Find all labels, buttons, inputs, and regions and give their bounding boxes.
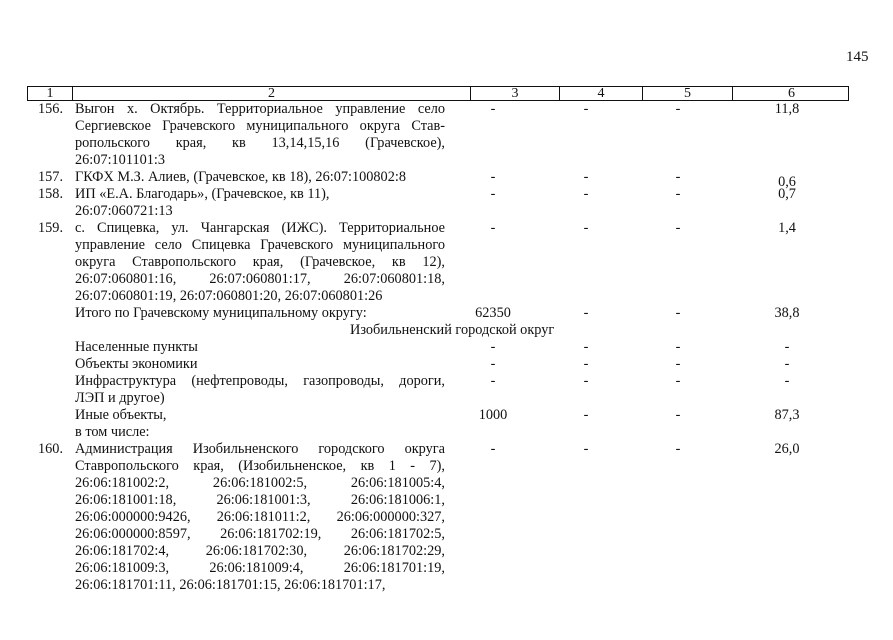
cell-c6: 0,7 [778, 186, 796, 202]
description-line: 26:06:181002:2, 26:06:181002:5, 26:06:181005:4, [75, 475, 445, 491]
cell-c5: - [675, 305, 681, 321]
description-line: Иные объекты, [75, 407, 167, 423]
row-number: 158. [38, 186, 64, 202]
row-description [75, 441, 445, 594]
description-line: 26:07:060721:13 [75, 203, 173, 219]
row-description [75, 101, 445, 169]
header-col-3: 3 [470, 87, 559, 100]
cell-c6: 87,3 [774, 407, 800, 423]
cell-c6: 0,6 [778, 174, 796, 190]
cell-c4: - [583, 305, 589, 321]
cell-c6: - [784, 339, 790, 355]
row-number: 156. [38, 101, 64, 117]
cell-c5: - [675, 339, 681, 355]
header-col-6: 6 [732, 87, 850, 100]
cell-c3: - [490, 169, 496, 185]
cell-c5: - [675, 441, 681, 457]
cell-c5: - [675, 373, 681, 389]
cell-c4: - [583, 339, 589, 355]
cell-c3: - [490, 441, 496, 457]
row-number: 159. [38, 220, 64, 236]
cell-c5: - [675, 186, 681, 202]
row-description [75, 356, 445, 373]
cell-c4: - [583, 169, 589, 185]
description-line: 26:06:181001:18, 26:06:181001:3, 26:06:181006:1, [75, 492, 445, 508]
cell-c6: 26,0 [774, 441, 800, 457]
cell-c3: 62350 [475, 305, 511, 321]
description-line: 26:06:000000:9426, 26:06:181011:2, 26:06:000000:327, [75, 509, 445, 525]
section-heading: Изобильненский городской округ [350, 322, 555, 338]
cell-c3: - [490, 356, 496, 372]
cell-c5: - [675, 220, 681, 236]
description-line: ИП «Е.А. Благодарь», (Грачевское, кв 11), [75, 186, 330, 202]
row-description [75, 373, 445, 407]
description-line: ЛЭП и другое) [75, 390, 165, 406]
cell-c4: - [583, 373, 589, 389]
description-line: Населенные пункты [75, 339, 198, 355]
header-col-5: 5 [642, 87, 732, 100]
description-line: Выгон х. Октябрь. Территориальное управление село [75, 101, 445, 117]
description-line: Итого по Грачевскому муниципальному округу: [75, 305, 367, 321]
description-line: Сергиевское Грачевского муниципального округа Став- [75, 118, 445, 134]
cell-c4: - [583, 356, 589, 372]
description-line: 26:06:181702:4, 26:06:181702:30, 26:06:181702:29, [75, 543, 445, 559]
cell-c3: 1000 [478, 407, 508, 423]
row-description [75, 169, 445, 186]
row-number: 157. [38, 169, 64, 185]
cell-c4: - [583, 186, 589, 202]
cell-c4: - [583, 220, 589, 236]
description-line: 26:07:101101:3 [75, 152, 166, 168]
row-description [75, 220, 445, 305]
header-col-4: 4 [559, 87, 642, 100]
description-line: ропольского края, кв 13,14,15,16 (Грачевское), [75, 135, 445, 151]
row-description [75, 339, 445, 356]
description-line: 26:07:060801:16, 26:07:060801:17, 26:07:060801:18, [75, 271, 445, 287]
cell-c5: - [675, 407, 681, 423]
cell-c3: - [490, 186, 496, 202]
row-description [75, 305, 445, 322]
cell-c4: - [583, 101, 589, 117]
description-line: с. Спицевка, ул. Чангарская (ИЖС). Территориальное [75, 220, 445, 236]
description-line: Ставропольского края, (Изобильненское, кв 1 - 7), [75, 458, 445, 474]
description-line: 26:06:181701:11, 26:06:181701:15, 26:06:181701:17, [75, 577, 386, 593]
table-header [27, 86, 849, 101]
description-line: в том числе: [75, 424, 150, 440]
description-line: округа Ставропольского края, (Грачевское, кв 12), [75, 254, 445, 270]
cell-c3: - [490, 373, 496, 389]
row-number: 160. [38, 441, 64, 457]
cell-c3: - [490, 220, 496, 236]
description-line: Администрация Изобильненского городского округа [75, 441, 445, 457]
description-line: Объекты экономики [75, 356, 198, 372]
description-line: 26:06:181009:3, 26:06:181009:4, 26:06:181701:19, [75, 560, 445, 576]
cell-c5: - [675, 356, 681, 372]
cell-c6: 38,8 [774, 305, 800, 321]
row-description [75, 407, 445, 441]
description-line: 26:07:060801:19, 26:07:060801:20, 26:07:060801:26 [75, 288, 383, 304]
header-col-1: 1 [46, 86, 54, 101]
description-line: 26:06:000000:8597, 26:06:181702:19, 26:06:181702:5, [75, 526, 445, 542]
cell-c3: - [490, 339, 496, 355]
cell-c6: - [784, 373, 790, 389]
cell-c4: - [583, 407, 589, 423]
description-line: управление село Спицевка Грачевского муниципального [75, 237, 445, 253]
description-line: ГКФХ М.З. Алиев, (Грачевское, кв 18), 26:07:100802:8 [75, 169, 406, 185]
row-description [75, 186, 445, 220]
page-number: 145 [846, 49, 869, 65]
cell-c5: - [675, 169, 681, 185]
cell-c6: 11,8 [774, 101, 800, 117]
cell-c6: - [784, 356, 790, 372]
cell-c4: - [583, 441, 589, 457]
cell-c6: 1,4 [778, 220, 796, 236]
cell-c3: - [490, 101, 496, 117]
header-col-2: 2 [72, 87, 470, 100]
description-line: Инфраструктура (нефтепроводы, газопроводы, дороги, [75, 373, 445, 389]
cell-c5: - [675, 101, 681, 117]
